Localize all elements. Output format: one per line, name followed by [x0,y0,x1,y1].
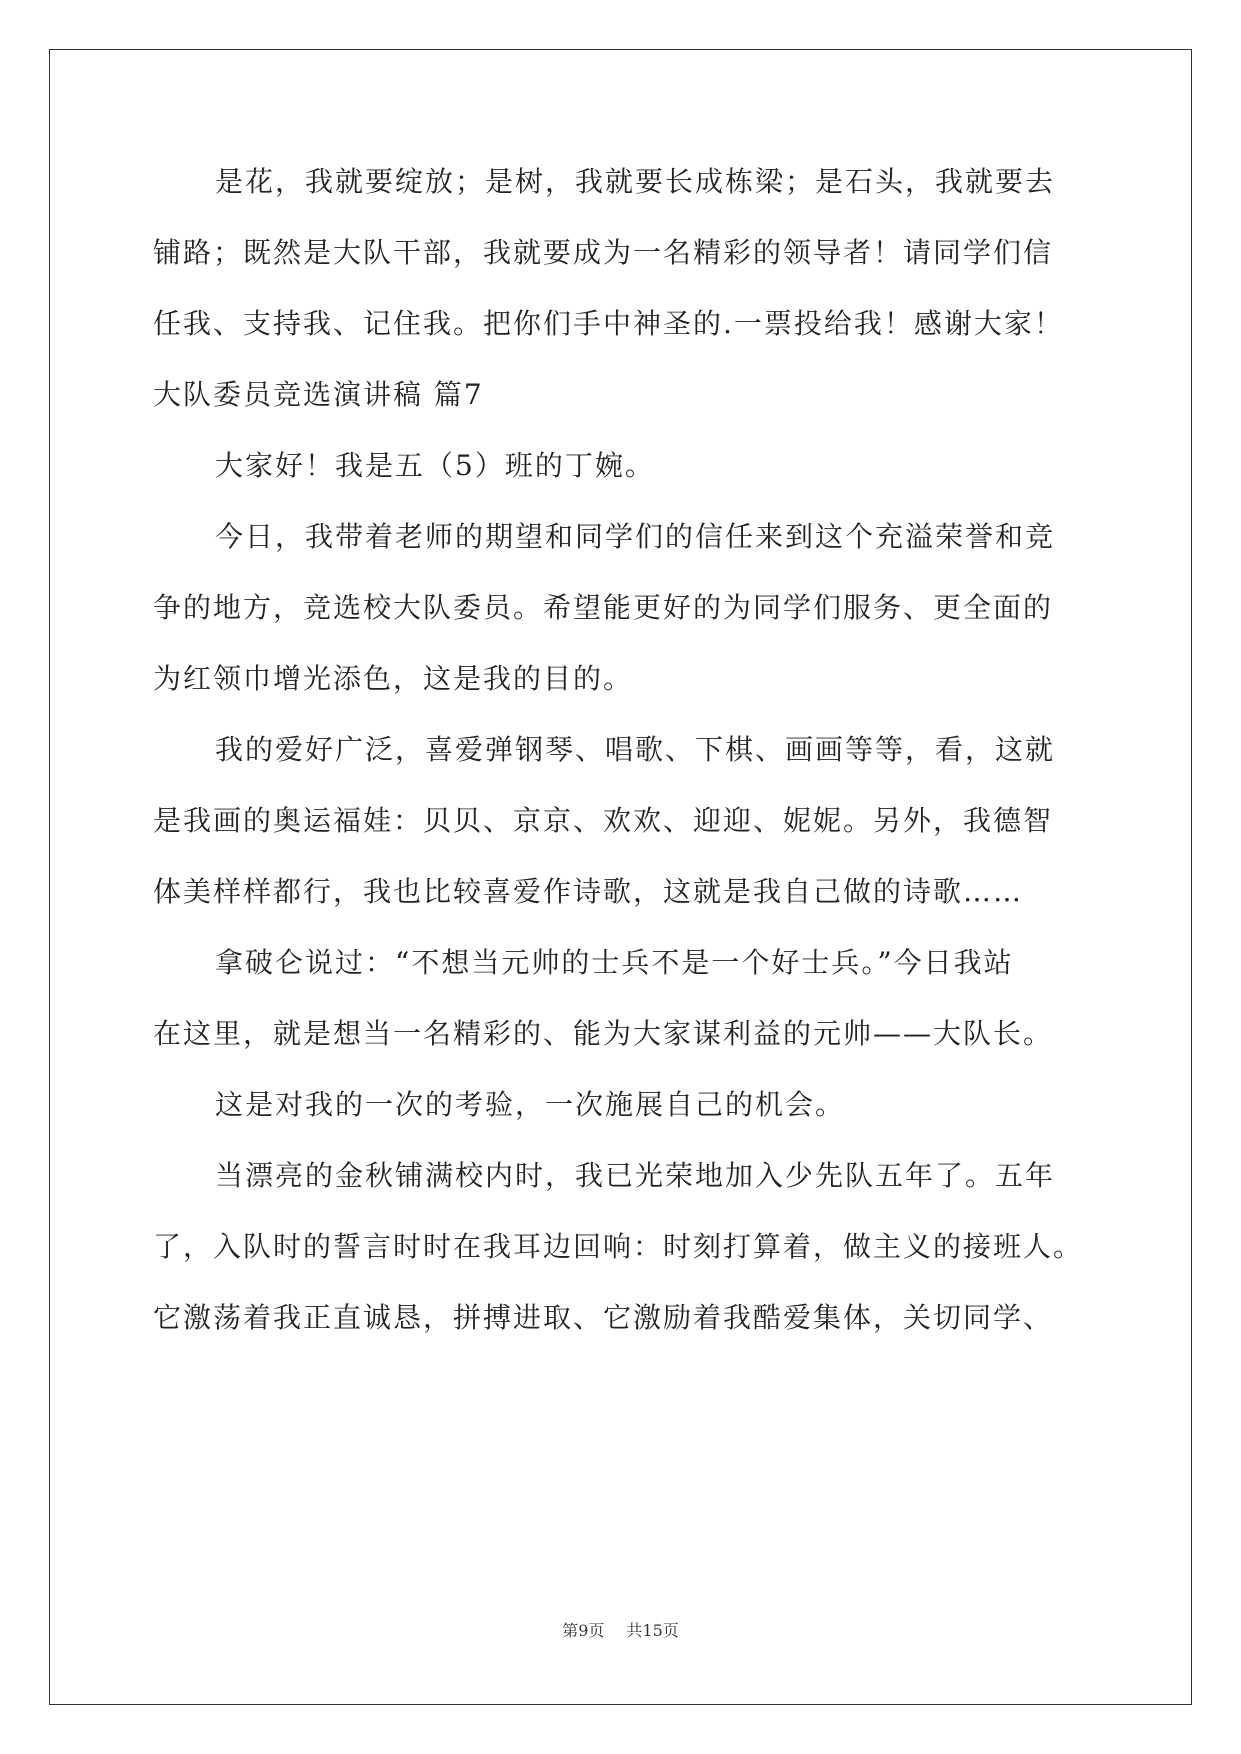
text-line: 是花，我就要绽放；是树，我就要长成栋梁；是石头，我就要去 [215,165,1056,198]
page-footer [0,1618,1241,1641]
text-line: 这是对我的一次的考验，一次施展自己的机会。 [215,1088,846,1121]
text-line: 为红领巾增光添色，这是我的目的。 [153,662,634,695]
text-line: 是我画的奥运福娃：贝贝、京京、欢欢、迎迎、妮妮。另外，我德智 [153,804,1054,837]
text-line: 争的地方，竞选校大队委员。希望能更好的为同学们服务、更全面的 [153,591,1054,624]
text-line: 铺路；既然是大队干部，我就要成为一名精彩的领导者！请同学们信 [153,236,1054,269]
text-line: 了，入队时的誓言时时在我耳边回响：时刻打算着，做主义的接班人。 [153,1230,1084,1263]
section-heading: 大队委员竞选演讲稿 篇7 [153,378,484,411]
text-line: 在这里，就是想当一名精彩的、能为大家谋利益的元帅——大队长。 [153,1017,1054,1050]
text-line: 当漂亮的金秋铺满校内时，我已光荣地加入少先队五年了。五年 [215,1159,1056,1192]
total-pages-label: 共15页 [626,1621,679,1640]
text-line: 我的爱好广泛，喜爱弹钢琴、唱歌、下棋、画画等等，看，这就 [215,733,1056,766]
text-line: 它激荡着我正直诚恳，拼搏进取、它激励着我酷爱集体，关切同学、 [153,1301,1054,1334]
text-line: 拿破仑说过：“不想当元帅的士兵不是一个好士兵。”今日我站 [215,946,1014,979]
text-line: 体美样样都行，我也比较喜爱作诗歌，这就是我自己做的诗歌…… [153,875,1024,908]
current-page-label: 第9页 [562,1621,605,1640]
text-line: 大家好！我是五（5）班的丁婉。 [215,449,655,482]
text-line: 任我、支持我、记住我。把你们手中神圣的.一票投给我！感谢大家！ [153,307,1064,340]
text-line: 今日，我带着老师的期望和同学们的信任来到这个充溢荣誉和竞 [215,520,1056,553]
